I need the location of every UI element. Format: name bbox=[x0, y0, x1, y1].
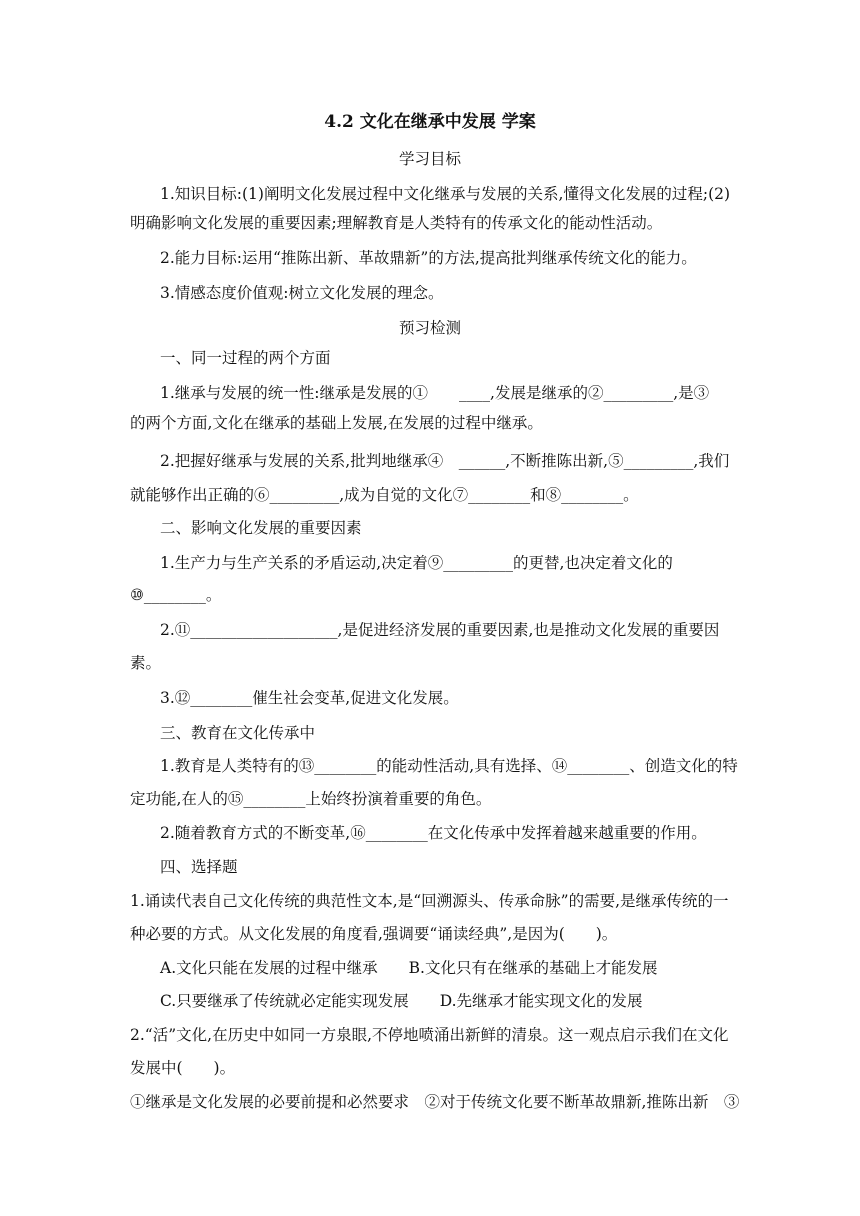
text-line: 1.教育是人类特有的⑬________的能动性活动,具有选择、⑭________、创造文化的特 bbox=[160, 757, 738, 775]
text-line: 1.生产力与生产关系的矛盾运动,决定着⑨_________的更替,也决定着文化的 bbox=[160, 554, 673, 572]
question-text: 1.诵读代表自己文化传统的典范性文本,是“回溯源头、传承命脉”的需要,是继承传统的一 bbox=[130, 892, 729, 910]
answer-option: A.文化只能在发展的过程中继承 B.文化只有在继承的基础上才能发展 bbox=[160, 959, 658, 977]
subheading: 四、选择题 bbox=[160, 858, 238, 876]
text-line: 1.继承与发展的统一性:继承是发展的① ____,发展是继承的②_________,是③ bbox=[160, 384, 710, 402]
text-line: 2.⑪___________________,是促进经济发展的重要因素,也是推动文化发展的重要因 bbox=[160, 621, 720, 639]
text-line: 素。 bbox=[130, 654, 162, 672]
question-text: 2.“活”文化,在历史中如同一方泉眼,不停地喷涌出新鲜的清泉。这一观点启示我们在文化 bbox=[130, 1026, 729, 1044]
section-heading-objectives: 学习目标 bbox=[398, 150, 461, 168]
text-line: 1.知识目标:(1)阐明文化发展过程中文化继承与发展的关系,懂得文化发展的过程;(2) bbox=[160, 185, 731, 203]
text-line: 3.⑫________催生社会变革,促进文化发展。 bbox=[160, 689, 459, 707]
question-text: 发展中( )。 bbox=[130, 1059, 236, 1077]
text-line: 3.情感态度价值观:树立文化发展的理念。 bbox=[160, 284, 444, 302]
subheading: 三、教育在文化传承中 bbox=[160, 724, 316, 742]
text-line: 就能够作出正确的⑥_________,成为自觉的文化⑦________和⑧________。 bbox=[130, 486, 639, 504]
subheading: 一、同一过程的两个方面 bbox=[160, 349, 331, 367]
text-line: 2.随着教育方式的不断变革,⑯________在文化传承中发挥着越来越重要的作用。 bbox=[160, 824, 707, 842]
question-text: ①继承是文化发展的必要前提和必然要求 ②对于传统文化要不断革故鼎新,推陈出新 ③ bbox=[130, 1093, 740, 1111]
document-title: 4.2 文化在继承中发展 学案 bbox=[324, 112, 536, 132]
text-line: 2.能力目标:运用“推陈出新、革故鼎新”的方法,提高批判继承传统文化的能力。 bbox=[160, 249, 697, 267]
question-text: 种必要的方式。从文化发展的角度看,强调要“诵读经典”,是因为( )。 bbox=[130, 925, 618, 943]
text-line: 定功能,在人的⑮________上始终扮演着重要的角色。 bbox=[130, 790, 492, 808]
text-line: 2.把握好继承与发展的关系,批判地继承④ ______,不断推陈出新,⑤_________,我们 bbox=[160, 452, 730, 470]
section-heading-preview: 预习检测 bbox=[398, 319, 461, 337]
answer-option: C.只要继承了传统就必定能实现发展 D.先继承才能实现文化的发展 bbox=[160, 992, 643, 1010]
text-line: 的两个方面,文化在继承的基础上发展,在发展的过程中继承。 bbox=[130, 414, 543, 432]
text-line: 明确影响文化发展的重要因素;理解教育是人类特有的传承文化的能动性活动。 bbox=[130, 214, 663, 232]
text-line: ⑩________。 bbox=[130, 586, 222, 604]
subheading: 二、影响文化发展的重要因素 bbox=[160, 519, 362, 537]
